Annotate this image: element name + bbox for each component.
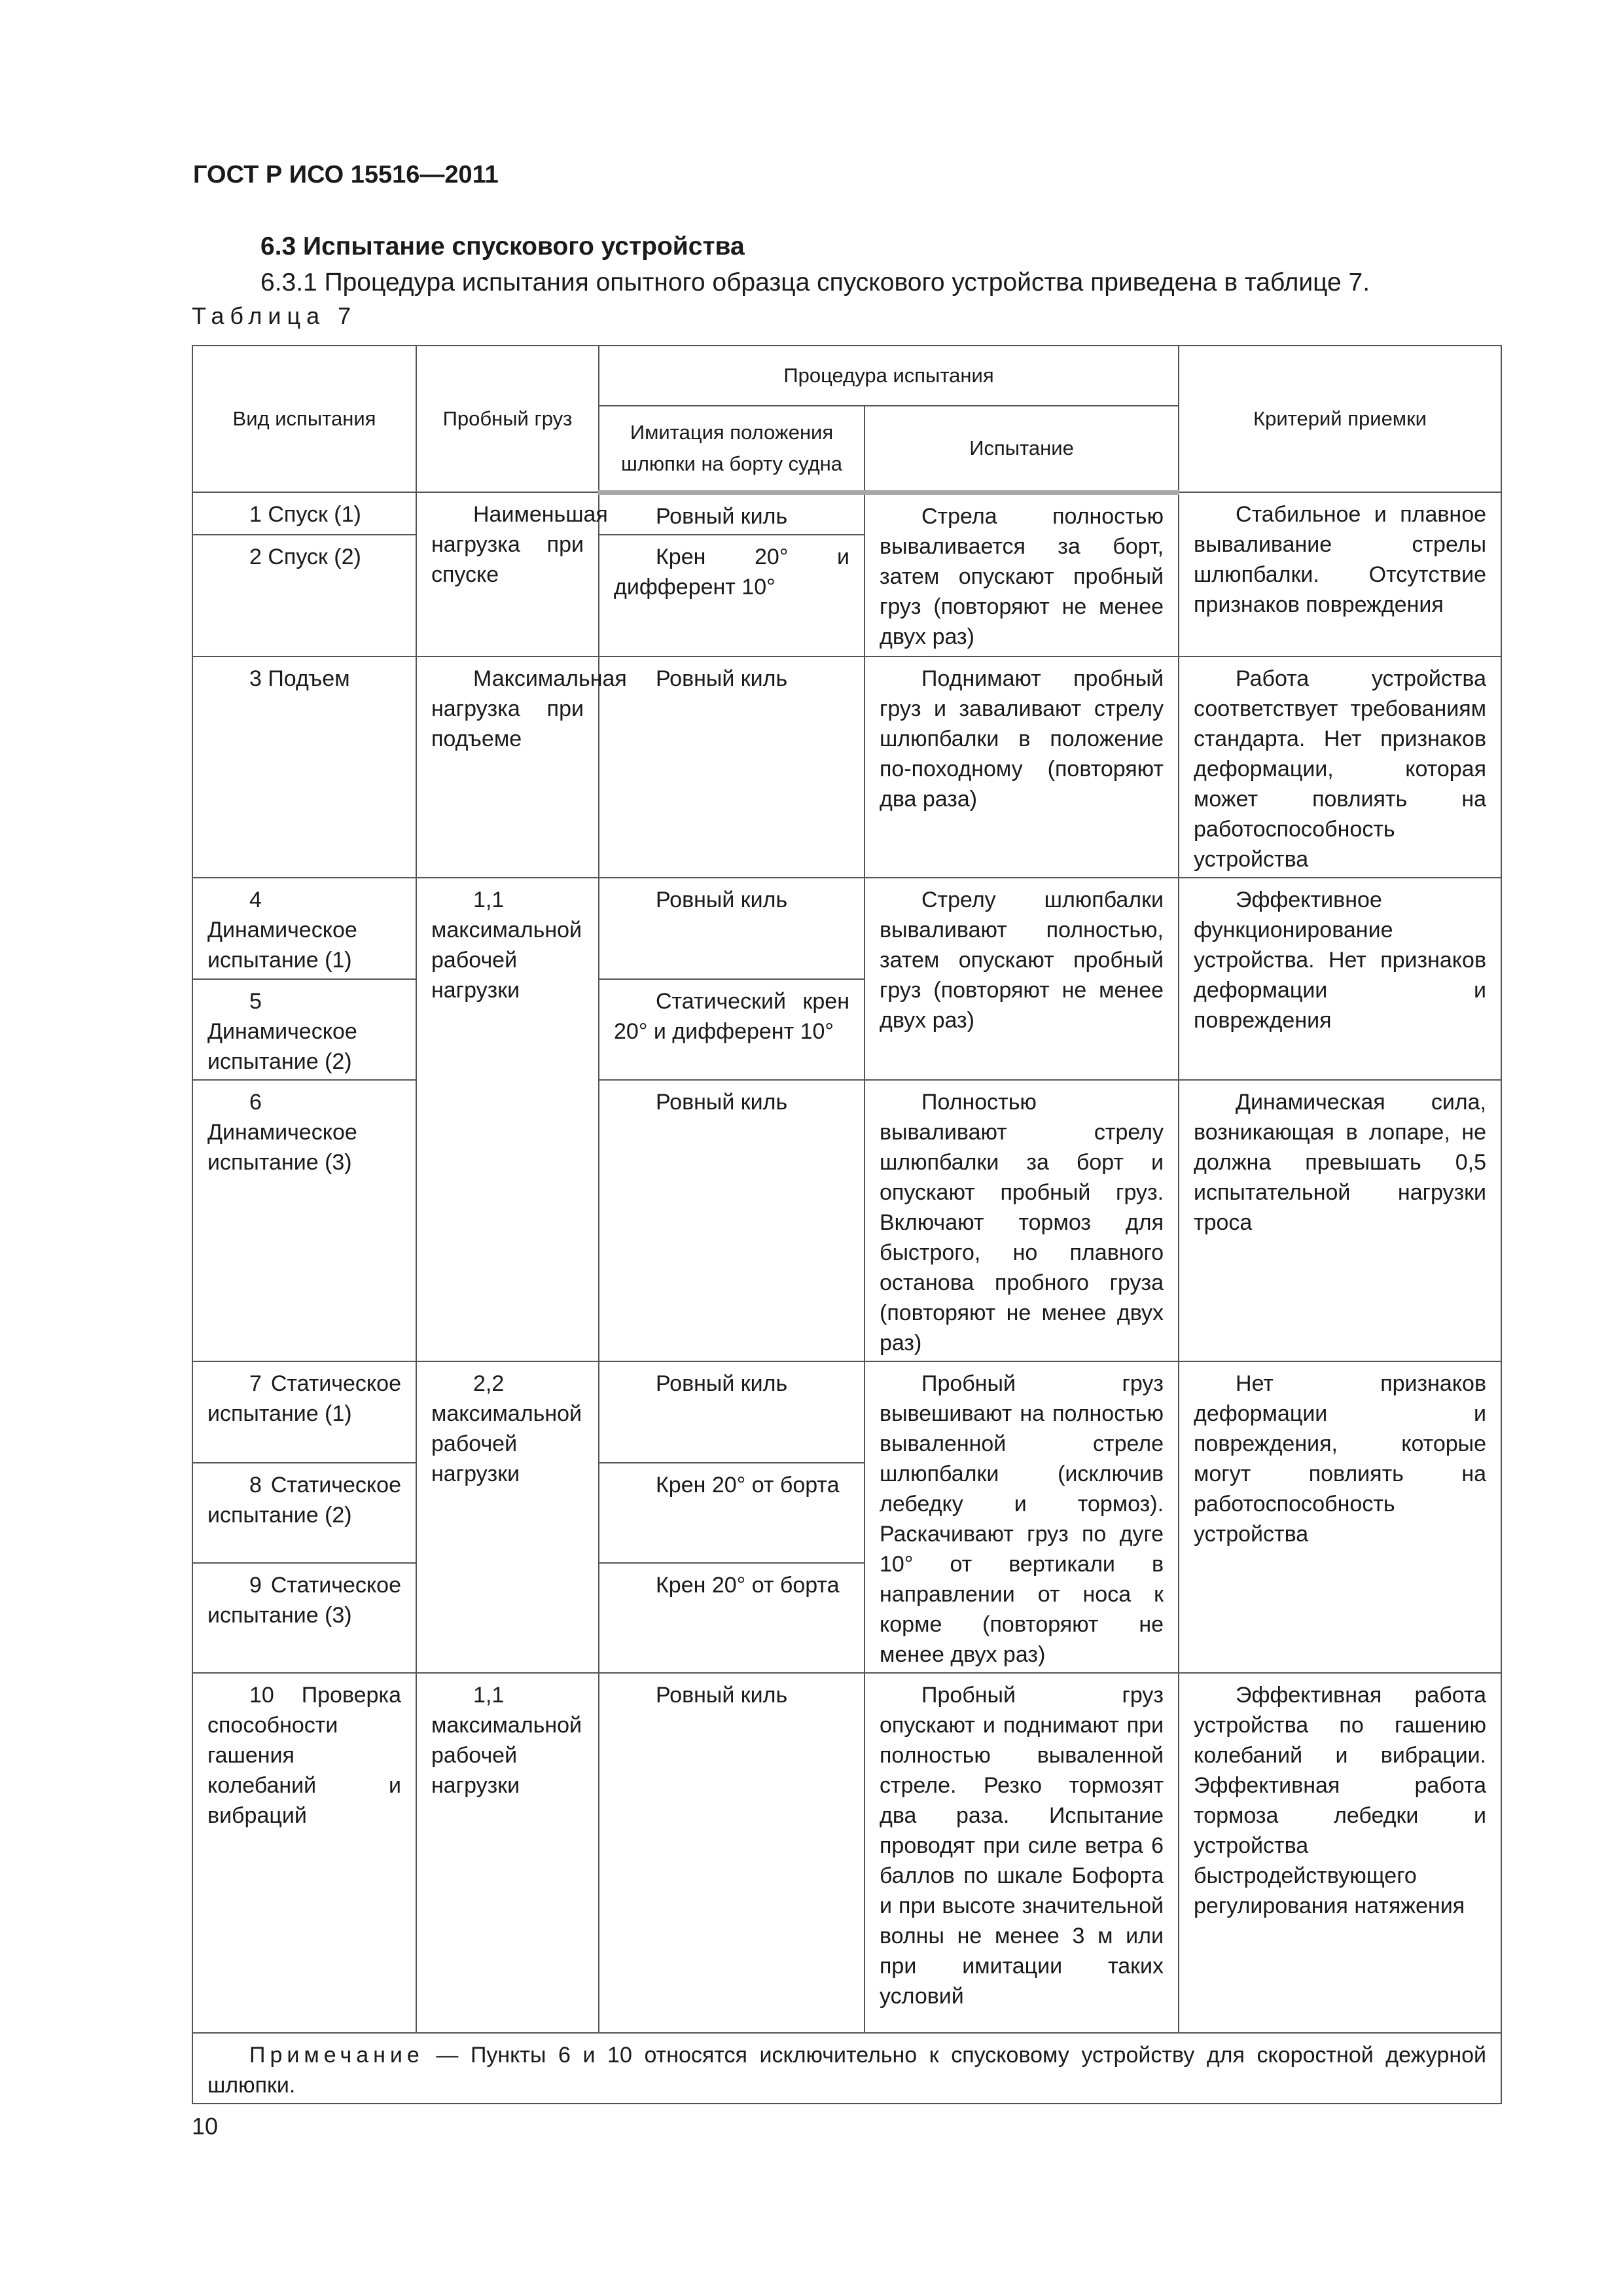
header-procedure: Процедура испытания [599, 346, 1179, 406]
header-test: Испытание [865, 406, 1179, 492]
header-criteria: Критерий приемки [1179, 346, 1501, 492]
row-test: Пробный груз вывешивают на полностью вываленной стреле шлюпбалки (исключив лебедку и тормоз). Раскачивают груз по дуге 10° от вертикали в направлении от носа к корме (повторяют не менее двух раз) [865, 1361, 1179, 1673]
row-type: 2 Спуск (2) [192, 535, 416, 656]
row-simulation: Крен 20° и дифферент 10° [599, 535, 865, 656]
test-procedure-table [192, 345, 1502, 2104]
row-type: 1 Спуск (1) [192, 492, 416, 535]
document-code: ГОСТ Р ИСО 15516—2011 [193, 161, 499, 188]
row-test: Стрела полностью вываливается за борт, затем опускают пробный груз (повторяют не менее двух раз) [865, 492, 1179, 656]
section-title: 6.3 Испытание спускового устройства [260, 232, 745, 260]
row-load: 2,2 максимальной рабочей нагрузки [416, 1361, 599, 1673]
header-test-type: Вид испытания [192, 346, 416, 492]
row-criteria: Динамическая сила, возникающая в лопаре, не должна превышать 0,5 испытательной нагрузки троса [1179, 1080, 1501, 1361]
row-criteria: Нет признаков деформации и повреждения, которые могут повлиять на работоспособность устройства [1179, 1361, 1501, 1673]
row-simulation: Ровный киль [599, 1361, 865, 1463]
row-type: 10 Проверка способности гашения колебаний и вибраций [192, 1673, 416, 2033]
row-criteria: Работа устройства соответствует требованиям стандарта. Нет признаков деформации, которая может повлиять на работоспособность устройства [1179, 656, 1501, 878]
table-note [192, 2033, 1501, 2104]
row-criteria: Стабильное и плавное вываливание стрелы шлюпбалки. Отсутствие признаков повреждения [1179, 492, 1501, 656]
row-type: 3 Подъем [192, 656, 416, 878]
row-simulation: Ровный киль [599, 1080, 865, 1361]
header-test-load: Пробный груз [416, 346, 599, 492]
row-simulation: Ровный киль [599, 1673, 865, 2033]
row-load: 1,1 максимальной рабочей нагрузки [416, 1673, 599, 2033]
row-load: Наименьшая нагрузка при спуске [416, 492, 599, 656]
row-simulation: Ровный киль [599, 878, 865, 979]
intro-paragraph: 6.3.1 Процедура испытания опытного образца спускового устройства приведена в таблице 7. [260, 268, 1370, 296]
row-simulation: Крен 20° от борта [599, 1563, 865, 1672]
row-type: 8 Статическое испытание (2) [192, 1463, 416, 1563]
row-simulation: Статический крен 20° и дифферент 10° [599, 979, 865, 1080]
row-simulation: Ровный киль [599, 492, 865, 535]
row-test: Пробный груз опускают и поднимают при полностью вываленной стреле. Резко тормозят два раза. Испытание проводят при силе ветра 6 баллов по шкале Бофорта и при высоте значительной волны не менее 3 м или при имитации таких условий [865, 1673, 1179, 2033]
row-type: 6 Динамическое испытание (3) [192, 1080, 416, 1361]
row-load: 1,1 максимальной рабочей нагрузки [416, 878, 599, 1361]
row-simulation: Ровный киль [599, 656, 865, 878]
note-text: — Пункты 6 и 10 относятся исключительно к спусковому устройству для скоростной дежурной шлюпки. [207, 2042, 1487, 2098]
row-type: 4 Динамическое испытание (1) [192, 878, 416, 979]
row-type: 9 Статическое испытание (3) [192, 1563, 416, 1672]
row-test: Стрелу шлюпбалки вываливают полностью, затем опускают пробный груз (повторяют не менее двух раз) [865, 878, 1179, 1080]
page-number: 10 [192, 2113, 219, 2140]
row-simulation: Крен 20° от борта [599, 1463, 865, 1563]
header-simulation: Имитация положения шлюпки на борту судна [599, 406, 865, 492]
row-test: Полностью вываливают стрелу шлюпбалки за борт и опускают пробный груз. Включают тормоз для быстрого, но плавного останова пробного груза (повторяют не менее двух раз) [865, 1080, 1179, 1361]
row-type: 7 Статическое испытание (1) [192, 1361, 416, 1463]
row-type: 5 Динамическое испытание (2) [192, 979, 416, 1080]
row-test: Поднимают пробный груз и заваливают стрелу шлюпбалки в положение по-походному (повторяют два раза) [865, 656, 1179, 878]
row-criteria: Эффективная работа устройства по гашению колебаний и вибрации. Эффективная работа тормоза лебедки и устройства быстродействующего регулирования натяжения [1179, 1673, 1501, 2033]
note-label: Примечание [249, 2042, 424, 2068]
row-load: Максимальная нагрузка при подъеме [416, 656, 599, 878]
row-criteria: Эффективное функционирование устройства. Нет признаков деформации и повреждения [1179, 878, 1501, 1080]
table-caption: Таблица 7 [192, 302, 357, 329]
